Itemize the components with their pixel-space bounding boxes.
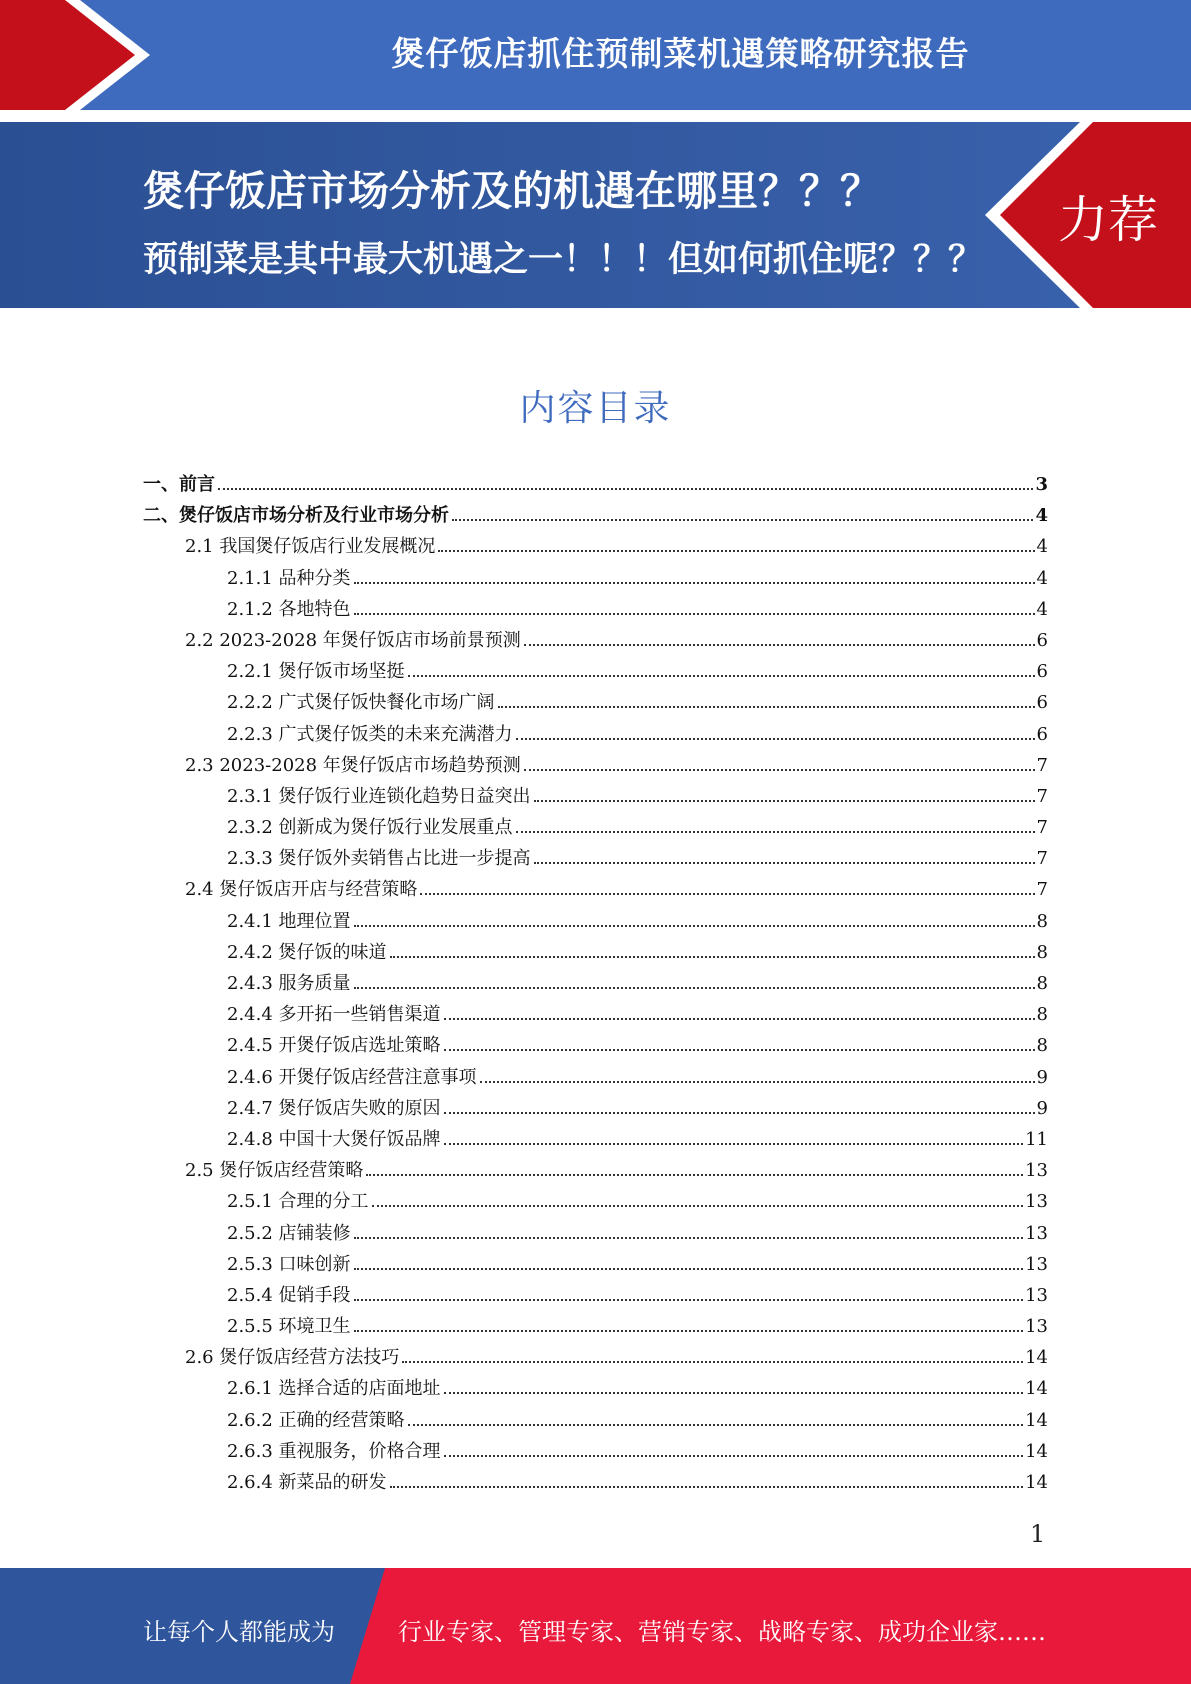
- toc-leader-dots: [498, 706, 1035, 708]
- toc-entry-page: 7: [1036, 879, 1048, 901]
- footer-slogan-left: 让每个人都能成为: [143, 1618, 335, 1646]
- toc-entry-label: 2.4.7 煲仔饭店失败的原因: [227, 1097, 441, 1119]
- toc-entry-page: 6: [1036, 629, 1048, 651]
- toc-entry-page: 13: [1025, 1222, 1048, 1244]
- toc-entry-label: 2.5.5 环境卫生: [227, 1316, 351, 1338]
- toc-entry-label: 2.4.6 开煲仔饭店经营注意事项: [227, 1066, 477, 1088]
- toc-entry-page: 6: [1036, 723, 1048, 745]
- toc-entry-label: 2.4.4 多开拓一些销售渠道: [227, 1004, 441, 1026]
- toc-leader-dots: [218, 488, 1033, 490]
- toc-entry[interactable]: [143, 657, 1048, 688]
- toc-leader-dots: [524, 769, 1035, 771]
- toc-entry-page: 4: [1036, 536, 1048, 558]
- toc-entry-label: 2.4.2 煲仔饭的味道: [227, 941, 387, 963]
- toc-entry-page: 13: [1025, 1160, 1048, 1182]
- toc-entry-label: 2.6.2 正确的经营策略: [227, 1409, 405, 1431]
- toc-entry[interactable]: [143, 1156, 1048, 1187]
- toc-entry-label: 2.1 我国煲仔饭店行业发展概况: [185, 536, 436, 558]
- toc-entry[interactable]: [143, 782, 1048, 813]
- toc-entry-page: 6: [1036, 661, 1048, 683]
- toc-entry[interactable]: [143, 720, 1048, 751]
- toc-entry-label: 2.3.3 煲仔饭外卖销售占比进一步提高: [227, 848, 531, 870]
- toc-entry[interactable]: [143, 626, 1048, 657]
- report-title: 煲仔饭店抓住预制菜机遇策略研究报告: [391, 34, 970, 73]
- toc-leader-dots: [420, 893, 1034, 895]
- toc-leader-dots: [444, 1049, 1035, 1051]
- toc-leader-dots: [480, 1081, 1035, 1083]
- toc-entry[interactable]: [143, 1468, 1048, 1499]
- toc-entry-page: 4: [1036, 598, 1048, 620]
- toc-leader-dots: [354, 1268, 1024, 1270]
- toc-leader-dots: [516, 831, 1035, 833]
- toc-entry[interactable]: [143, 1374, 1048, 1405]
- toc-entry[interactable]: [143, 532, 1048, 563]
- toc-entry-label: 2.4.8 中国十大煲仔饭品牌: [227, 1128, 441, 1150]
- toc-leader-dots: [444, 1018, 1035, 1020]
- toc-entry-label: 2.6.4 新菜品的研发: [227, 1472, 387, 1493]
- toc-entry[interactable]: [143, 1094, 1048, 1125]
- toc-entry-label: 2.5.4 促销手段: [227, 1284, 351, 1306]
- toc-entry-label: 2.5.3 口味创新: [227, 1253, 351, 1275]
- toc-entry[interactable]: [143, 813, 1048, 844]
- toc-entry-page: 7: [1036, 848, 1048, 870]
- toc-leader-dots: [354, 1299, 1024, 1301]
- toc-entry[interactable]: [143, 564, 1048, 595]
- toc-entry-page: 4: [1036, 567, 1048, 589]
- headline-line-2: 预制菜是其中最大机遇之一！！！但如何抓住呢？？？: [143, 240, 984, 280]
- toc-leader-dots: [408, 675, 1035, 677]
- toc-leader-dots: [452, 519, 1033, 521]
- toc-entry-label: 2.2 2023-2028 年煲仔饭店市场前景预测: [185, 629, 521, 651]
- toc-entry[interactable]: [143, 1406, 1048, 1437]
- toc-entry[interactable]: [143, 1343, 1048, 1374]
- toc-entry-label: 2.2.2 广式煲仔饭快餐化市场广阔: [227, 692, 495, 714]
- toc-entry-page: 8: [1036, 1004, 1048, 1026]
- toc-leader-dots: [534, 800, 1035, 802]
- toc-entry-label: 2.5.1 合理的分工: [227, 1191, 369, 1213]
- toc-entry-label: 2.2.3 广式煲仔饭类的未来充满潜力: [227, 723, 513, 745]
- toc-leader-dots: [390, 956, 1035, 958]
- toc-entry-page: 11: [1025, 1128, 1048, 1150]
- toc-entry-page: 14: [1025, 1472, 1048, 1493]
- toc-entry-page: 4: [1035, 505, 1048, 527]
- toc-entry-label: 2.4 煲仔饭店开店与经营策略: [185, 879, 418, 901]
- toc-entry-page: 13: [1025, 1284, 1048, 1306]
- toc-entry-page: 13: [1025, 1316, 1048, 1338]
- toc-leader-dots: [354, 925, 1035, 927]
- toc-entry-page: 9: [1036, 1066, 1048, 1088]
- toc-leader-dots: [408, 1424, 1024, 1426]
- toc-entry-label: 二、煲仔饭店市场分析及行业市场分析: [143, 505, 449, 527]
- toc-entry[interactable]: [143, 1219, 1048, 1250]
- page-number: 1: [1030, 1520, 1046, 1548]
- toc-entry-page: 14: [1025, 1440, 1048, 1462]
- toc-entry[interactable]: [143, 907, 1048, 938]
- toc-entry-page: 7: [1036, 785, 1048, 807]
- toc-leader-dots: [444, 1143, 1024, 1145]
- toc-entry-label: 2.2.1 煲仔饭市场坚挺: [227, 661, 405, 683]
- toc-entry[interactable]: [143, 751, 1048, 782]
- toc-entry[interactable]: [143, 1000, 1048, 1031]
- toc-entry[interactable]: [143, 875, 1048, 906]
- toc-entry-label: 一、前言: [143, 474, 215, 495]
- toc-entry-page: 8: [1036, 1035, 1048, 1057]
- toc-entry[interactable]: [143, 969, 1048, 1000]
- toc-entry[interactable]: [143, 1063, 1048, 1094]
- headline-line-1: 煲仔饭店市场分析及的机遇在哪里？？？: [143, 167, 881, 215]
- toc-entry-page: 14: [1025, 1378, 1048, 1400]
- toc-entry-page: 6: [1036, 692, 1048, 714]
- toc-entry-label: 2.6.1 选择合适的店面地址: [227, 1378, 441, 1400]
- toc-entry-label: 2.6.3 重视服务，价格合理: [227, 1440, 441, 1462]
- toc-leader-dots: [444, 1455, 1024, 1457]
- toc-entry-page: 13: [1025, 1253, 1048, 1275]
- toc-entry-label: 2.4.3 服务质量: [227, 973, 351, 994]
- toc-entry-page: 13: [1025, 1191, 1048, 1213]
- recommend-badge: 力荐: [1058, 191, 1158, 249]
- toc-leader-dots: [438, 550, 1034, 552]
- toc-leader-dots: [402, 1361, 1023, 1363]
- toc-entry[interactable]: [143, 1125, 1048, 1156]
- top-red-chevron-decoration: [0, 0, 150, 110]
- toc-entry[interactable]: [143, 1031, 1048, 1062]
- toc-entry-page: 7: [1036, 817, 1048, 839]
- toc-leader-dots: [366, 1174, 1023, 1176]
- toc-leader-dots: [534, 862, 1035, 864]
- toc-leader-dots: [372, 1205, 1024, 1207]
- toc-leader-dots: [354, 987, 1035, 989]
- toc-leader-dots: [354, 613, 1035, 615]
- toc-leader-dots: [444, 1392, 1024, 1394]
- footer-slogan-right: 行业专家、管理专家、营销专家、战略专家、成功企业家……: [398, 1618, 1046, 1646]
- toc-entry-label: 2.1.2 各地特色: [227, 598, 351, 620]
- toc-entry-page: 14: [1025, 1409, 1048, 1431]
- toc-title: 内容目录: [519, 388, 672, 429]
- toc-entry-page: 8: [1036, 941, 1048, 963]
- toc-entry[interactable]: [143, 1437, 1048, 1468]
- toc-entry-label: 2.5 煲仔饭店经营策略: [185, 1160, 364, 1182]
- toc-leader-dots: [354, 1330, 1024, 1332]
- toc-entry[interactable]: [143, 844, 1048, 875]
- toc-entry-page: 7: [1036, 754, 1048, 776]
- toc-entry-label: 2.4.5 开煲仔饭店选址策略: [227, 1035, 441, 1057]
- toc-entry[interactable]: [143, 938, 1048, 969]
- toc-entry-label: 2.1.1 品种分类: [227, 567, 351, 589]
- toc-entry[interactable]: [143, 595, 1048, 626]
- toc-entry-page: 14: [1025, 1347, 1048, 1369]
- toc-leader-dots: [516, 738, 1035, 740]
- toc-leader-dots: [444, 1112, 1035, 1114]
- toc-entry-page: 3: [1035, 474, 1048, 495]
- toc-entry-label: 2.4.1 地理位置: [227, 910, 351, 932]
- toc-entry-page: 8: [1036, 973, 1048, 994]
- toc-leader-dots: [390, 1486, 1024, 1488]
- toc-entry[interactable]: [143, 1187, 1048, 1218]
- toc-entry[interactable]: [143, 470, 1048, 501]
- toc-entry-label: 2.5.2 店铺装修: [227, 1222, 351, 1244]
- toc-entry[interactable]: [143, 501, 1048, 532]
- toc-entry[interactable]: [143, 688, 1048, 719]
- toc-leader-dots: [524, 644, 1035, 646]
- toc-entry-label: 2.3.1 煲仔饭行业连锁化趋势日益突出: [227, 785, 531, 807]
- table-of-contents: [143, 470, 1048, 1499]
- toc-entry-label: 2.3.2 创新成为煲仔饭行业发展重点: [227, 817, 513, 839]
- toc-entry-label: 2.3 2023-2028 年煲仔饭店市场趋势预测: [185, 754, 521, 776]
- toc-entry-label: 2.6 煲仔饭店经营方法技巧: [185, 1347, 400, 1369]
- toc-entry-page: 8: [1036, 910, 1048, 932]
- toc-entry[interactable]: [143, 1250, 1048, 1281]
- toc-entry-page: 9: [1036, 1097, 1048, 1119]
- toc-leader-dots: [354, 582, 1035, 584]
- toc-leader-dots: [354, 1237, 1024, 1239]
- toc-entry[interactable]: [143, 1312, 1048, 1343]
- toc-entry[interactable]: [143, 1281, 1048, 1312]
